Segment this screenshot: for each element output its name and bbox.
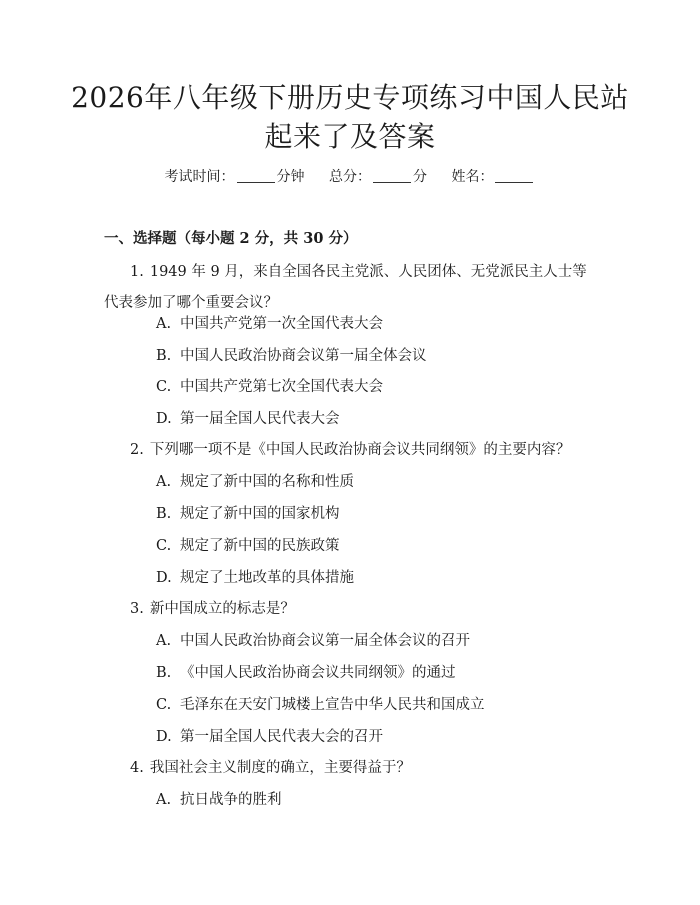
option-text: 毛泽东在天安门城楼上宣告中华人民共和国成立: [180, 697, 485, 713]
question-4: [104, 753, 598, 784]
exam-time-blank: [237, 168, 275, 183]
question-2: [104, 435, 598, 466]
question-1: [104, 257, 598, 319]
question-4-option-a: [156, 790, 282, 810]
question-text: 我国社会主义制度的确立，主要得益于？: [149, 760, 411, 776]
option-text: 规定了新中国的民族政策: [180, 538, 340, 554]
option-letter: C.: [156, 379, 172, 395]
question-1-option-b: [156, 346, 427, 366]
question-3-option-c: [156, 695, 485, 715]
question-number: 1.: [130, 264, 144, 280]
option-letter: B.: [156, 665, 172, 681]
exam-info-row: [0, 167, 700, 187]
question-1-option-d: [156, 409, 340, 429]
question-text: 1949 年 9 月，来自全国各民主党派、人民团体、无党派民主人士等代表参加了哪个重要会议？: [104, 264, 587, 311]
option-letter: B.: [156, 348, 172, 364]
question-2-option-b: [156, 504, 340, 524]
question-3: [104, 594, 598, 625]
option-text: 第一届全国人民代表大会: [180, 411, 340, 427]
option-letter: A.: [156, 792, 172, 808]
option-letter: D.: [156, 729, 172, 745]
question-2-option-c: [156, 536, 340, 556]
exam-time-label: 考试时间：: [164, 169, 235, 185]
question-2-option-a: [156, 472, 354, 492]
option-letter: A.: [156, 633, 172, 649]
option-letter: C.: [156, 697, 172, 713]
total-score-blank: [373, 168, 411, 183]
option-letter: C.: [156, 538, 172, 554]
option-letter: A.: [156, 474, 172, 490]
option-text: 《中国人民政治协商会议共同纲领》的通过: [180, 665, 456, 681]
option-letter: B.: [156, 506, 172, 522]
question-3-option-a: [156, 631, 470, 651]
question-1-option-a: [156, 314, 383, 334]
question-3-option-d: [156, 727, 383, 747]
question-2-option-d: [156, 568, 354, 588]
option-text: 规定了土地改革的具体措施: [180, 570, 354, 586]
option-letter: A.: [156, 316, 172, 332]
student-name-field: [451, 169, 535, 185]
exam-time-unit: 分钟: [276, 169, 305, 185]
option-text: 中国人民政治协商会议第一届全体会议: [180, 348, 427, 364]
question-text: 新中国成立的标志是？: [149, 601, 295, 617]
question-number: 2.: [130, 442, 144, 458]
question-number: 3.: [130, 601, 144, 617]
question-1-option-c: [156, 377, 383, 397]
document-title-line-1: 2026年八年级下册历史专项练习中国人民站: [71, 81, 629, 114]
option-text: 规定了新中国的国家机构: [180, 506, 340, 522]
document-title-line-2: 起来了及答案: [264, 120, 436, 153]
total-score-field: [329, 169, 427, 185]
option-letter: D.: [156, 570, 172, 586]
exam-time-field: [165, 169, 305, 185]
option-text: 规定了新中国的名称和性质: [180, 474, 354, 490]
option-letter: D.: [156, 411, 172, 427]
question-number: 4.: [130, 760, 144, 776]
option-text: 中国共产党第一次全国代表大会: [180, 316, 383, 332]
option-text: 中国人民政治协商会议第一届全体会议的召开: [180, 633, 470, 649]
total-score-label: 总分：: [329, 169, 371, 185]
question-text: 下列哪一项不是《中国人民政治协商会议共同纲领》的主要内容？: [149, 442, 571, 458]
option-text: 第一届全国人民代表大会的召开: [180, 729, 383, 745]
option-text: 抗日战争的胜利: [180, 792, 282, 808]
option-text: 中国共产党第七次全国代表大会: [180, 379, 383, 395]
total-score-unit: 分: [413, 169, 427, 185]
question-3-option-b: [156, 663, 456, 683]
section-heading: 一、选择题（每小题 2 分，共 30 分）: [104, 230, 358, 247]
student-name-label: 姓名：: [451, 169, 494, 185]
student-name-blank: [495, 168, 533, 183]
